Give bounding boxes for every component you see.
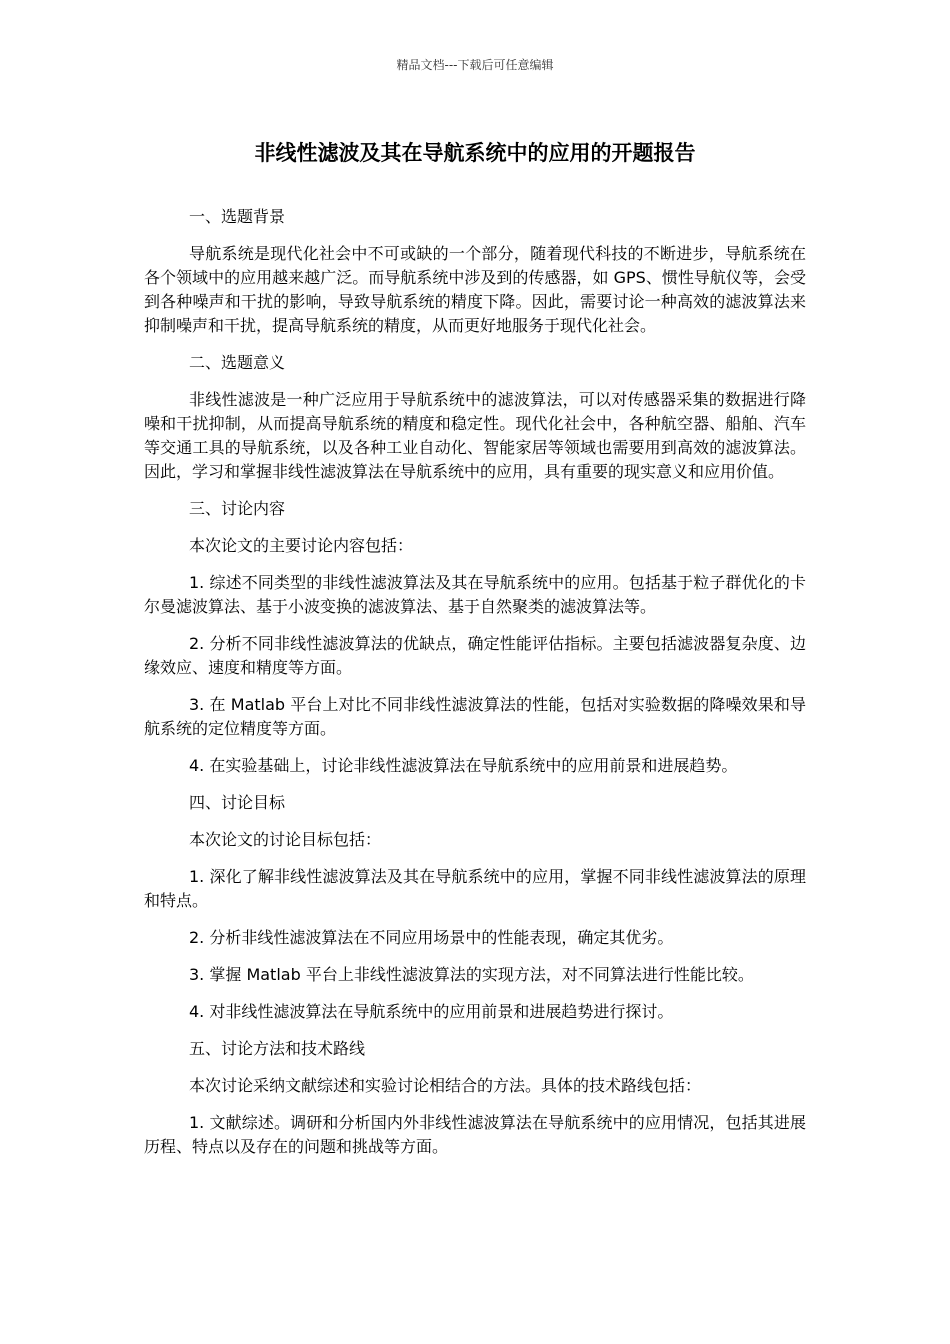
- list-item: 4. 在实验基础上，讨论非线性滤波算法在导航系统中的应用前景和进展趋势。: [189, 756, 738, 775]
- document-body: [144, 205, 806, 1172]
- list-item: 4. 对非线性滤波算法在导航系统中的应用前景和进展趋势进行探讨。: [189, 1002, 674, 1021]
- paragraph: 导航系统是现代化社会中不可或缺的一个部分，随着现代科技的不断进步，导航系统在各个领域中的应用越来越广泛。而导航系统中涉及到的传感器，如 GPS、惯性导航仪等，会受到各种噪声和干扰的影响，导致导航系统的精度下降。因此，需要讨论一种高效的滤波算法来抑制噪声和干扰，提高导航系统的精度，从而更好地服务于现代化社会。: [144, 244, 806, 335]
- section-heading: 三、讨论内容: [189, 499, 286, 518]
- page-header: 精品文档---下载后可任意编辑: [396, 58, 554, 72]
- paragraph: 本次讨论采纳文献综述和实验讨论相结合的方法。具体的技术路线包括：: [189, 1076, 702, 1095]
- list-item: 1. 深化了解非线性滤波算法及其在导航系统中的应用，掌握不同非线性滤波算法的原理和特点。: [144, 867, 806, 910]
- list-item: 1. 文献综述。调研和分析国内外非线性滤波算法在导航系统中的应用情况，包括其进展历程、特点以及存在的问题和挑战等方面。: [144, 1113, 806, 1156]
- list-item: 3. 在 Matlab 平台上对比不同非线性滤波算法的性能，包括对实验数据的降噪效果和导航系统的定位精度等方面。: [144, 695, 806, 738]
- list-item: 2. 分析不同非线性滤波算法的优缺点，确定性能评估指标。主要包括滤波器复杂度、边缘效应、速度和精度等方面。: [144, 634, 806, 677]
- section-heading: 二、选题意义: [189, 353, 286, 372]
- document-title: 非线性滤波及其在导航系统中的应用的开题报告: [254, 141, 696, 165]
- paragraph: 非线性滤波是一种广泛应用于导航系统中的滤波算法，可以对传感器采集的数据进行降噪和干扰抑制，从而提高导航系统的精度和稳定性。现代化社会中，各种航空器、船舶、汽车等交通工具的导航系统，以及各种工业自动化、智能家居等领域也需要用到高效的滤波算法。因此，学习和掌握非线性滤波算法在导航系统中的应用，具有重要的现实意义和应用价值。: [144, 390, 806, 481]
- paragraph: 本次论文的讨论目标包括：: [189, 830, 382, 849]
- section-heading: 一、选题背景: [189, 207, 286, 226]
- list-item: 3. 掌握 Matlab 平台上非线性滤波算法的实现方法，对不同算法进行性能比较。: [189, 965, 754, 984]
- list-item: 1. 综述不同类型的非线性滤波算法及其在导航系统中的应用。包括基于粒子群优化的卡尔曼滤波算法、基于小波变换的滤波算法、基于自然聚类的滤波算法等。: [144, 573, 806, 616]
- list-item: 2. 分析非线性滤波算法在不同应用场景中的性能表现，确定其优劣。: [189, 928, 674, 947]
- paragraph: 本次论文的主要讨论内容包括：: [189, 536, 414, 555]
- section-heading: 四、讨论目标: [189, 793, 286, 812]
- section-heading: 五、讨论方法和技术路线: [189, 1039, 366, 1058]
